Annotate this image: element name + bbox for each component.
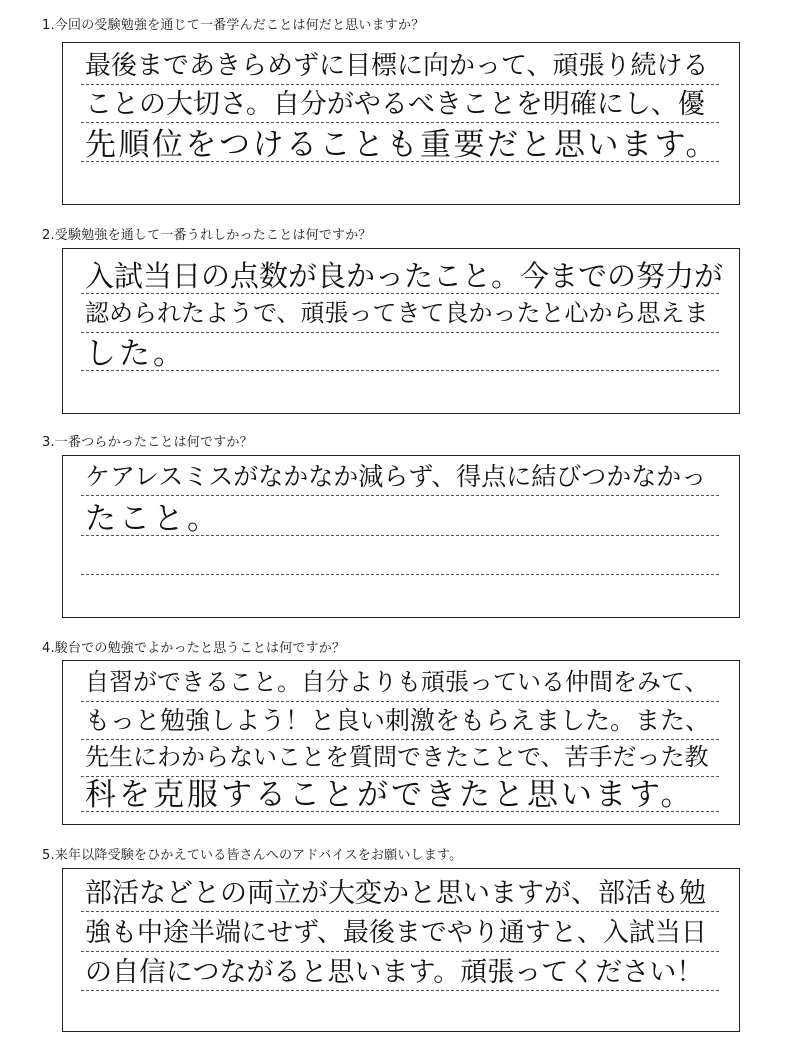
answer-box-3 [62,455,740,618]
answer-line-text: 認められたようで、頑張ってきて良かったと心から思えま [85,299,709,327]
answer-line-text: ことの大切さ。自分がやるべきことを明確にし、優 [85,89,705,120]
answer-line-text: した。 [85,336,187,372]
answer-box-2 [62,248,740,414]
ruled-line [81,574,719,575]
ruled-line [81,332,719,333]
ruled-line [81,84,719,85]
ruled-line [81,701,719,702]
question-1: 1.今回の受験勉強を通じて一番学んだことは何だと思いますか？ [42,18,425,33]
ruled-line [81,911,719,912]
ruled-line [81,495,719,496]
ruled-line [81,951,719,952]
answer-line-text: の自信につながると思います。頑張ってください！ [85,957,704,988]
ruled-line [81,739,719,740]
answer-line-text: 自習ができること。自分よりも頑張っている仲間をみて、 [85,668,709,696]
answer-line-text: 強も中途半端にせず、最後までやり通すと、入試当日 [85,918,707,948]
answer-line-text: 部活などとの両立が大変かと思いますが、部活も勉 [85,878,706,909]
question-5: 5.来年以降受験をひかえている皆さんへのアドバイスをお願いします。 [42,848,463,863]
question-2: 2.受験勉強を通して一番うれしかったことは何ですか？ [42,228,372,243]
answer-box-1 [62,42,740,205]
question-3: 3.一番つらかったことは何ですか？ [42,435,253,450]
answer-line-text: 入試当日の点数が良かったこと。今までの努力が [85,259,724,293]
ruled-line [81,293,719,294]
answer-line-text: 先順位をつけることも重要だと思います。 [85,127,720,163]
ruled-line [81,122,719,123]
answer-line-text: たこと。 [85,501,221,537]
answer-line-text: 科を克服することができたと思います。 [85,777,695,813]
answer-box-5 [62,868,740,1032]
ruled-line [81,990,719,991]
answer-box-4 [62,660,740,825]
question-4: 4.駿台での勉強でよかったと思うことは何ですか？ [42,641,346,656]
answer-line-text: 最後まであきらめずに目標に向かって、頑張り続ける [85,51,709,81]
answer-line-text: ケアレスミスがなかなか減らず、得点に結びつかなかっ [85,462,707,491]
answer-line-text: 先生にわからないことを質問できたことで、苦手だった教 [85,743,709,771]
answer-line-text: もっと勉強しよう！と良い刺激をもらえました。また、 [85,706,711,735]
